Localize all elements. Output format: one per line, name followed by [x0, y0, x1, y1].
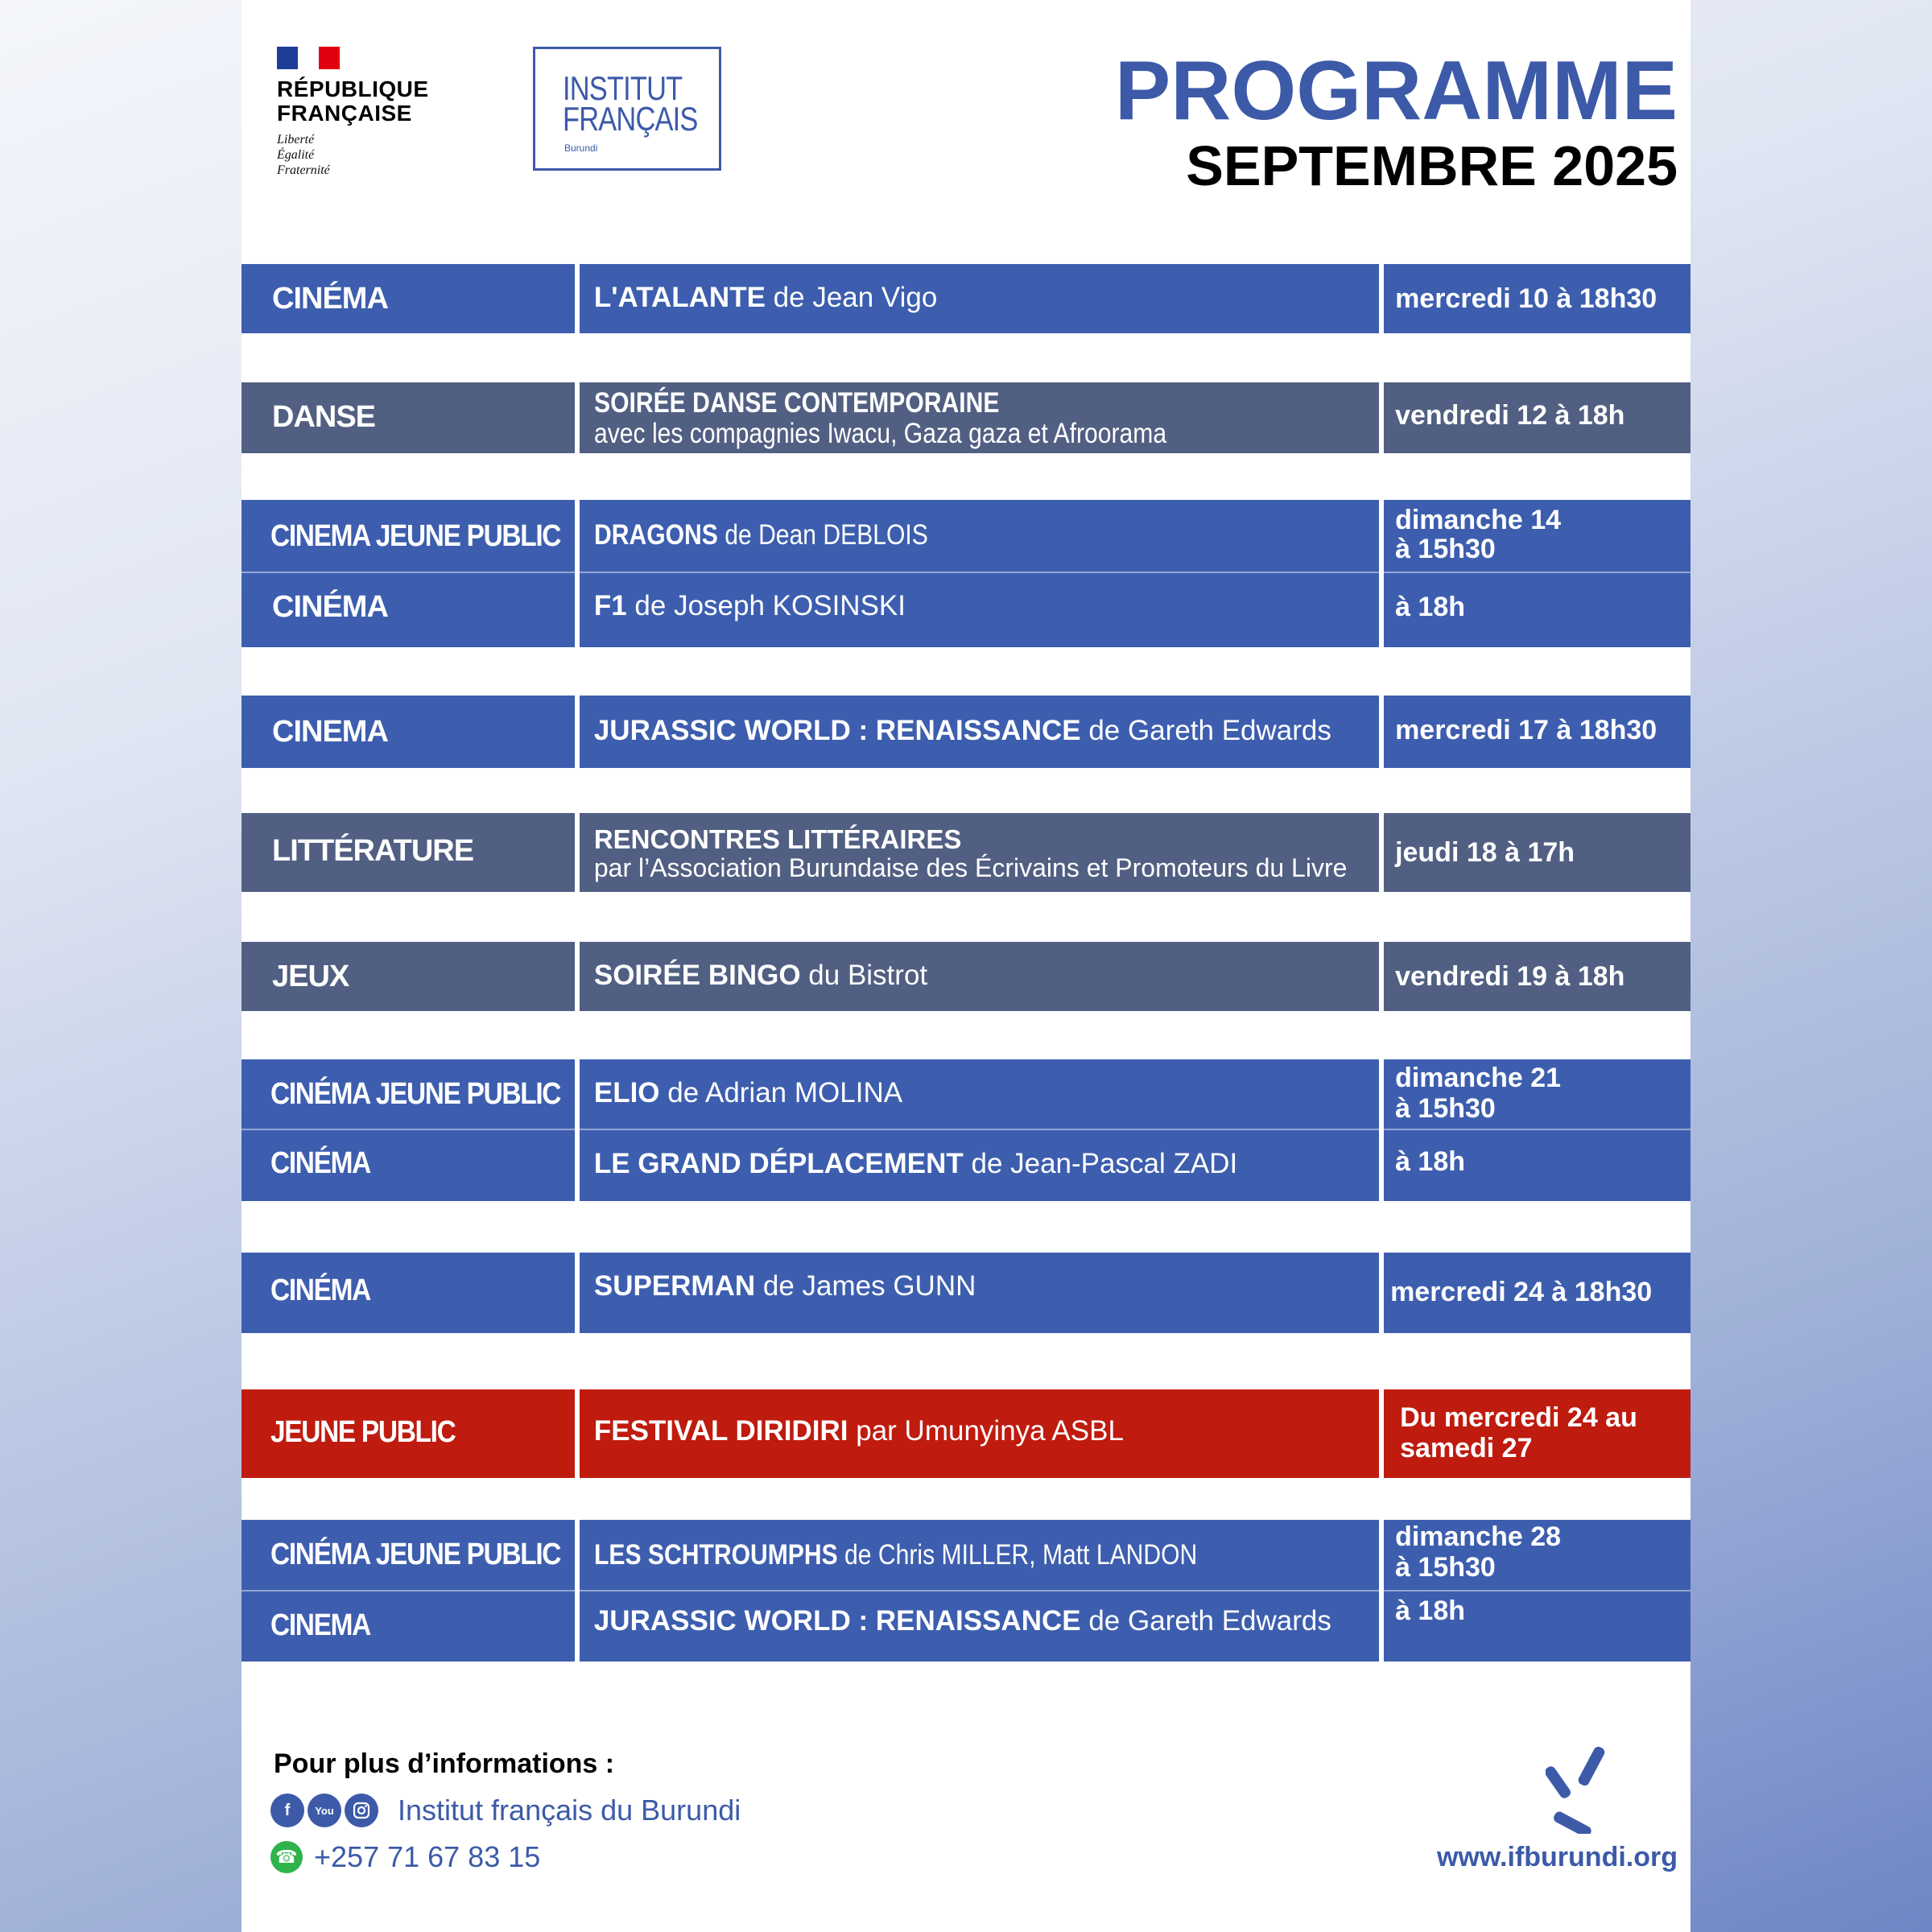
- row-category: JEUX: [272, 960, 349, 993]
- row-event: JURASSIC WORLD : RENAISSANCE de Gareth Edwards: [593, 715, 1331, 746]
- row-event: LES SCHTROUMPHS de Chris MILLER, Matt LANDON: [593, 1539, 1198, 1571]
- institut-francais-mark-icon: [1546, 1742, 1626, 1834]
- row-date: dimanche 21: [1395, 1063, 1562, 1093]
- row-category: LITTÉRATURE: [272, 834, 474, 868]
- row-event: SUPERMAN de James GUNN: [593, 1270, 976, 1302]
- row-date: samedi 27: [1400, 1433, 1533, 1463]
- row-time: à 15h30: [1395, 1093, 1496, 1124]
- row-event: SOIRÉE BINGO du Bistrot: [593, 960, 928, 991]
- programme-row: [242, 813, 1690, 892]
- row-date: Du mercredi 24 au: [1400, 1402, 1637, 1433]
- youtube-icon[interactable]: You: [308, 1794, 341, 1827]
- row-date: mercredi 10 à 18h30: [1395, 283, 1657, 314]
- row-event-detail: avec les compagnies Iwacu, Gaza gaza et Afroorama: [593, 418, 1166, 449]
- programme-poster: [242, 0, 1690, 1932]
- row-date: mercredi 24 à 18h30: [1390, 1277, 1653, 1307]
- row-category: CINÉMA JEUNE PUBLIC: [270, 1538, 561, 1571]
- instagram-icon[interactable]: [345, 1794, 378, 1827]
- programme-row: [242, 1520, 1690, 1662]
- page-subtitle: SEPTEMBRE 2025: [1186, 134, 1678, 197]
- programme-row: [242, 264, 1690, 333]
- programme-row: [242, 1253, 1690, 1333]
- programme-row: [242, 500, 1690, 647]
- programme-row: [242, 382, 1690, 453]
- phone-contact: [270, 1840, 540, 1874]
- row-category: CINÉMA: [270, 1274, 370, 1307]
- social-links: [270, 1794, 741, 1827]
- row-time: à 18h: [1395, 1596, 1466, 1626]
- row-category: CINEMA: [272, 715, 388, 749]
- row-category: JEUNE PUBLIC: [270, 1415, 456, 1449]
- website-link[interactable]: www.ifburundi.org: [1436, 1842, 1678, 1872]
- row-date: dimanche 28: [1395, 1521, 1562, 1552]
- info-title: Pour plus d’informations :: [274, 1748, 615, 1779]
- row-time: à 18h: [1395, 1146, 1466, 1177]
- row-time: à 18h: [1395, 592, 1466, 622]
- row-event: F1 de Joseph KOSINSKI: [593, 590, 906, 621]
- republique-title: RÉPUBLIQUE FRANÇAISE: [277, 76, 429, 126]
- row-event: FESTIVAL DIRIDIRI par Umunyinya ASBL: [593, 1415, 1124, 1447]
- row-category: CINÉMA: [270, 1146, 370, 1180]
- row-date: mercredi 17 à 18h30: [1395, 715, 1657, 745]
- row-time: à 15h30: [1395, 534, 1496, 564]
- row-event-title: RENCONTRES LITTÉRAIRES: [593, 824, 962, 854]
- row-event: ELIO de Adrian MOLINA: [593, 1077, 903, 1108]
- row-event: JURASSIC WORLD : RENAISSANCE de Gareth Edwards: [593, 1605, 1331, 1637]
- republique-motto: Liberté Égalité Fraternité: [277, 133, 330, 177]
- row-event-detail: par l’Association Burundaise des Écrivains et Promoteurs du Livre: [593, 853, 1348, 882]
- row-time: à 15h30: [1395, 1552, 1496, 1583]
- institut-francais-logo: INSTITUT FRANÇAIS Burundi: [533, 47, 721, 171]
- row-category: CINEMA: [270, 1608, 370, 1642]
- row-date: jeudi 18 à 17h: [1395, 837, 1575, 868]
- programme-row: [242, 696, 1690, 768]
- row-event: L'ATALANTE de Jean Vigo: [593, 282, 938, 313]
- row-date: vendredi 19 à 18h: [1395, 961, 1625, 992]
- republique-francaise-logo: [277, 47, 429, 178]
- programme-row: [242, 1059, 1690, 1201]
- row-event: DRAGONS de Dean DEBLOIS: [593, 519, 928, 551]
- row-event: LE GRAND DÉPLACEMENT de Jean-Pascal ZADI: [593, 1148, 1238, 1179]
- programme-row: [242, 942, 1690, 1011]
- programme-row-highlight: [242, 1389, 1690, 1478]
- phone-number[interactable]: +257 71 67 83 15: [314, 1840, 541, 1873]
- row-category: CINÉMA: [272, 590, 388, 624]
- row-event-title: SOIRÉE DANSE CONTEMPORAINE: [593, 387, 1000, 419]
- page-title: PROGRAMME: [1114, 44, 1678, 138]
- facebook-icon[interactable]: f: [270, 1794, 304, 1827]
- french-flag-icon: [277, 47, 340, 69]
- row-date: vendredi 12 à 18h: [1395, 400, 1625, 431]
- social-handle[interactable]: Institut français du Burundi: [398, 1794, 741, 1827]
- row-category: DANSE: [272, 400, 376, 434]
- row-date: dimanche 14: [1395, 505, 1562, 535]
- row-category: CINÉMA: [272, 282, 388, 316]
- row-category: CINÉMA JEUNE PUBLIC: [270, 1077, 561, 1111]
- row-category: CINEMA JEUNE PUBLIC: [270, 519, 561, 553]
- whatsapp-icon: ☎: [270, 1841, 303, 1873]
